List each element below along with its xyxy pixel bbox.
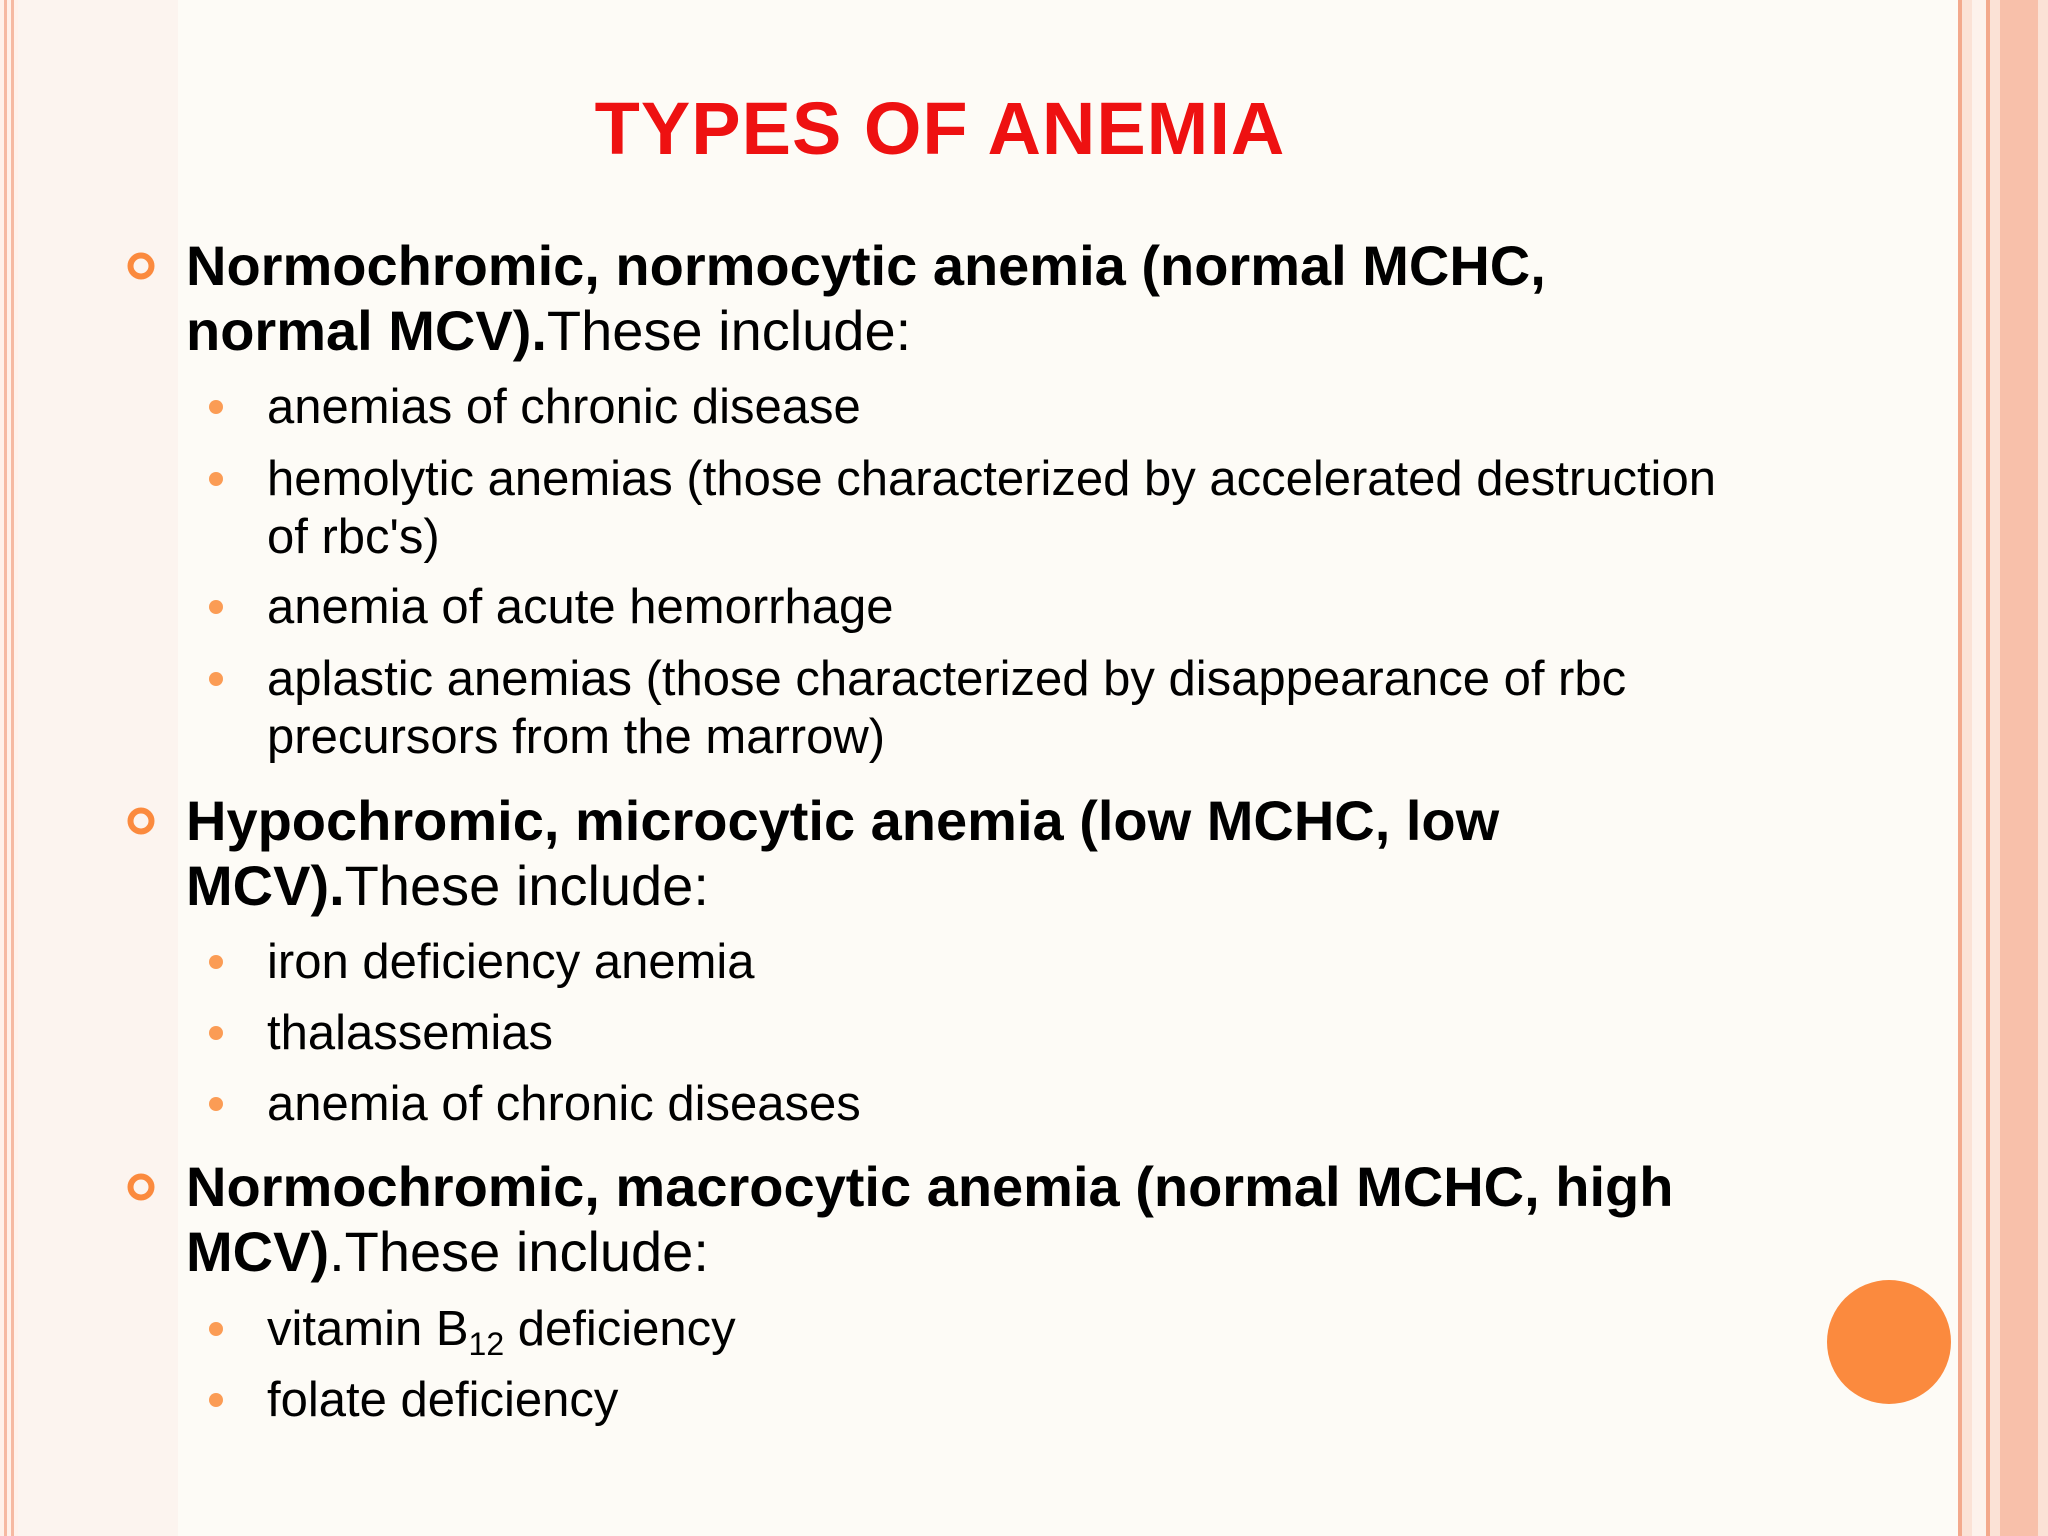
right-border-stripe (2000, 0, 2038, 1536)
right-border-band (1972, 0, 1986, 1536)
right-border-line (1958, 0, 1962, 1536)
section-heading-bold: Hypochromic, microcytic anemia (low MCHC, low MCV). (186, 789, 1500, 917)
left-border-line (4, 0, 7, 1536)
section-heading (186, 233, 1726, 363)
list-item-text-before: vitamin B (267, 1302, 469, 1356)
list-item (267, 933, 1727, 991)
ring-bullet-icon (126, 251, 156, 281)
list-item (267, 578, 1727, 636)
section-heading (186, 1154, 1726, 1284)
left-margin-strip (18, 0, 178, 1536)
list-item (267, 1004, 1727, 1062)
bullet-dot-icon (209, 400, 223, 414)
accent-circle (1827, 1280, 1951, 1404)
list-item-text: aplastic anemias (those characterized by disappearance of rbc precursors from the marrow) (267, 652, 1627, 764)
section-macrocytic (186, 1154, 1726, 1284)
list-item-text: thalassemias (267, 1006, 553, 1060)
ring-bullet-icon (126, 1172, 156, 1202)
left-border-line (11, 0, 14, 1536)
list-item-text: folate deficiency (267, 1373, 619, 1427)
section-heading-bold: Normochromic, normocytic anemia (normal MCHC, normal MCV). (186, 234, 1546, 362)
list-item-text-after: deficiency (504, 1302, 736, 1356)
section-heading-rest: These include: (344, 854, 709, 917)
ring-bullet-icon (126, 806, 156, 836)
right-border-line (1986, 0, 1990, 1536)
left-border (0, 0, 18, 1536)
bullet-dot-icon (209, 472, 223, 486)
bullet-dot-icon (209, 1097, 223, 1111)
bullet-dot-icon (209, 672, 223, 686)
bullet-dot-icon (209, 1026, 223, 1040)
list-item (267, 450, 1727, 566)
section-heading-rest: These include: (546, 299, 912, 362)
list-item-text: anemia of chronic diseases (267, 1077, 861, 1131)
list-item (267, 378, 1727, 436)
slide-title: TYPES OF ANEMIA (594, 87, 1286, 170)
subscript: 12 (468, 1326, 505, 1362)
list-item-text: hemolytic anemias (those characterized by accelerated destruction of rbc's) (267, 452, 1716, 564)
list-item (267, 1371, 1727, 1429)
list-item (267, 1075, 1727, 1133)
list-item-text: anemia of acute hemorrhage (267, 580, 894, 634)
section-heading-rest: .These include: (329, 1220, 709, 1283)
section-microcytic (186, 788, 1726, 918)
bullet-dot-icon (209, 1393, 223, 1407)
list-item (267, 1300, 1727, 1362)
list-item-text: iron deficiency anemia (267, 935, 755, 989)
list-item (267, 650, 1727, 766)
section-heading-bold: Normochromic, macrocytic anemia (normal MCHC, high MCV) (186, 1155, 1674, 1283)
section-normocytic (186, 233, 1726, 363)
bullet-dot-icon (209, 955, 223, 969)
bullet-dot-icon (209, 1322, 223, 1336)
section-heading (186, 788, 1726, 918)
bullet-dot-icon (209, 600, 223, 614)
list-item-text: anemias of chronic disease (267, 380, 861, 434)
